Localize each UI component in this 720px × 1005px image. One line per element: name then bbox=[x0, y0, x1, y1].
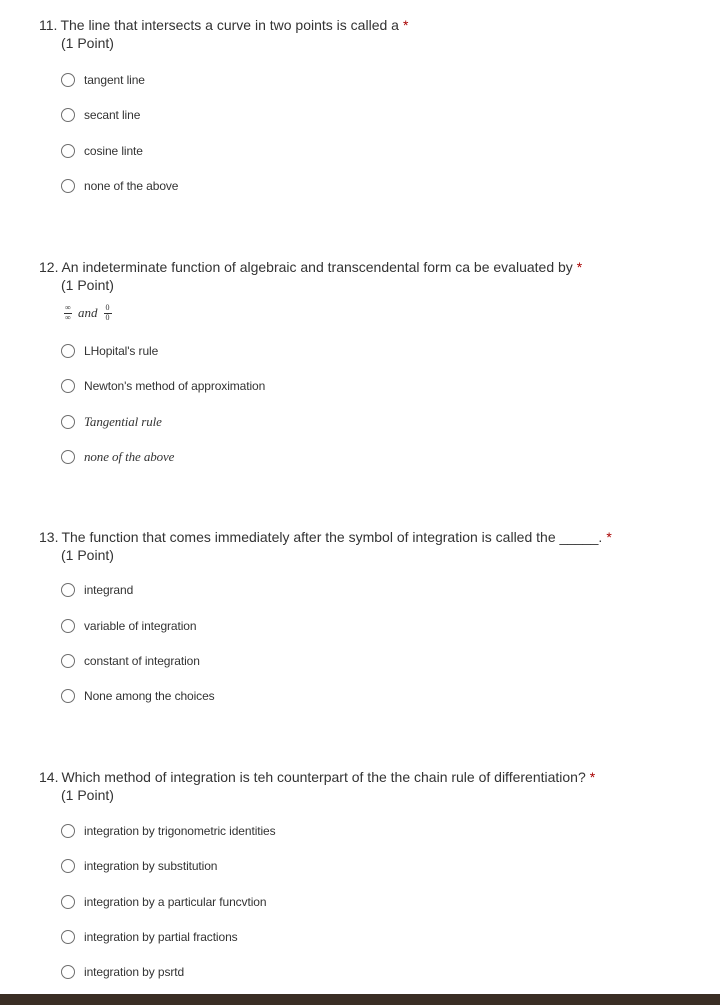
option-label: integration by substitution bbox=[84, 859, 218, 873]
option-label: none of the above bbox=[84, 179, 179, 193]
question-number: 13. bbox=[39, 529, 59, 545]
option-label: cosine linte bbox=[84, 144, 143, 158]
radio-button[interactable] bbox=[61, 179, 75, 193]
question-text: An indeterminate function of algebraic and transcendental form ca be evaluated by bbox=[61, 259, 573, 275]
required-mark: * bbox=[606, 529, 612, 545]
radio-button[interactable] bbox=[61, 344, 75, 358]
required-mark: * bbox=[589, 769, 596, 785]
option-particular-function[interactable] bbox=[61, 895, 266, 909]
required-mark: * bbox=[402, 17, 409, 33]
question-number: 11. bbox=[39, 17, 58, 33]
option-label: tangent line bbox=[84, 73, 145, 87]
option-integrand[interactable] bbox=[61, 583, 133, 597]
question-points: (1 Point) bbox=[61, 35, 114, 51]
option-label: LHopital's rule bbox=[84, 344, 159, 358]
radio-button[interactable] bbox=[61, 583, 75, 597]
option-label: integration by trigonometric identities bbox=[84, 824, 276, 838]
radio-button[interactable] bbox=[61, 379, 75, 393]
question-title bbox=[39, 258, 699, 276]
question-title bbox=[39, 768, 699, 786]
option-label: integration by psrtd bbox=[84, 965, 185, 979]
option-none-of-the-above[interactable] bbox=[61, 179, 178, 193]
option-psrtd[interactable] bbox=[61, 965, 184, 979]
option-label: constant of integration bbox=[84, 654, 200, 668]
fraction-numerator: 0 bbox=[105, 303, 110, 312]
option-none-among-the-choices[interactable] bbox=[61, 689, 215, 703]
question-points: (1 Point) bbox=[61, 277, 114, 293]
required-mark: * bbox=[576, 259, 583, 275]
option-trigonometric-identities[interactable] bbox=[61, 824, 276, 838]
radio-button[interactable] bbox=[61, 654, 75, 668]
question-title bbox=[39, 16, 699, 34]
radio-button[interactable] bbox=[61, 450, 75, 464]
option-lhopitals-rule[interactable] bbox=[61, 344, 158, 358]
option-label: Tangential rule bbox=[84, 414, 162, 429]
bottom-bar bbox=[0, 994, 720, 1005]
option-label: Newton's method of approximation bbox=[84, 379, 266, 393]
question-13 bbox=[39, 528, 699, 703]
radio-button[interactable] bbox=[61, 895, 75, 909]
fraction-denominator: 0 bbox=[105, 313, 110, 322]
question-12 bbox=[39, 258, 699, 464]
option-label: None among the choices bbox=[84, 689, 215, 703]
option-substitution[interactable] bbox=[61, 859, 217, 873]
option-label: integration by partial fractions bbox=[84, 930, 238, 944]
radio-button[interactable] bbox=[61, 108, 75, 122]
radio-button[interactable] bbox=[61, 144, 75, 158]
option-partial-fractions[interactable] bbox=[61, 930, 238, 944]
option-label: secant line bbox=[84, 108, 141, 122]
question-points: (1 Point) bbox=[61, 547, 114, 563]
radio-button[interactable] bbox=[61, 619, 75, 633]
indeterminate-forms bbox=[62, 304, 114, 322]
radio-button[interactable] bbox=[61, 73, 75, 87]
question-text: The function that comes immediately after the symbol of integration is called the _____. bbox=[61, 529, 603, 545]
radio-button[interactable] bbox=[61, 689, 75, 703]
question-points: (1 Point) bbox=[61, 787, 114, 803]
radio-button[interactable] bbox=[61, 965, 75, 979]
option-label: variable of integration bbox=[84, 619, 197, 633]
fraction-infinity bbox=[64, 304, 72, 322]
question-text: The line that intersects a curve in two points is called a bbox=[60, 17, 399, 33]
option-cosine-linte[interactable] bbox=[61, 144, 143, 158]
question-title bbox=[39, 528, 699, 546]
question-number: 14. bbox=[39, 769, 59, 785]
radio-button[interactable] bbox=[61, 859, 75, 873]
question-number: 12. bbox=[39, 259, 59, 275]
fraction-zero bbox=[104, 304, 112, 322]
option-none-of-the-above[interactable] bbox=[61, 449, 174, 465]
option-variable-of-integration[interactable] bbox=[61, 619, 196, 633]
radio-button[interactable] bbox=[61, 415, 75, 429]
and-word: and bbox=[78, 305, 98, 320]
radio-button[interactable] bbox=[61, 824, 75, 838]
radio-button[interactable] bbox=[61, 930, 75, 944]
option-label: integrand bbox=[84, 583, 134, 597]
option-label: none of the above bbox=[84, 449, 175, 464]
question-text: Which method of integration is teh counterpart of the the chain rule of differentiation? bbox=[61, 769, 586, 785]
fraction-denominator: ∞ bbox=[65, 313, 71, 322]
fraction-numerator: ∞ bbox=[65, 303, 71, 312]
option-newtons-method[interactable] bbox=[61, 379, 265, 393]
option-constant-of-integration[interactable] bbox=[61, 654, 200, 668]
question-11 bbox=[39, 16, 699, 193]
option-secant-line[interactable] bbox=[61, 108, 140, 122]
option-tangential-rule[interactable] bbox=[61, 414, 162, 430]
option-label: integration by a particular funcvtion bbox=[84, 895, 267, 909]
option-tangent-line[interactable] bbox=[61, 73, 145, 87]
question-14 bbox=[39, 768, 699, 979]
